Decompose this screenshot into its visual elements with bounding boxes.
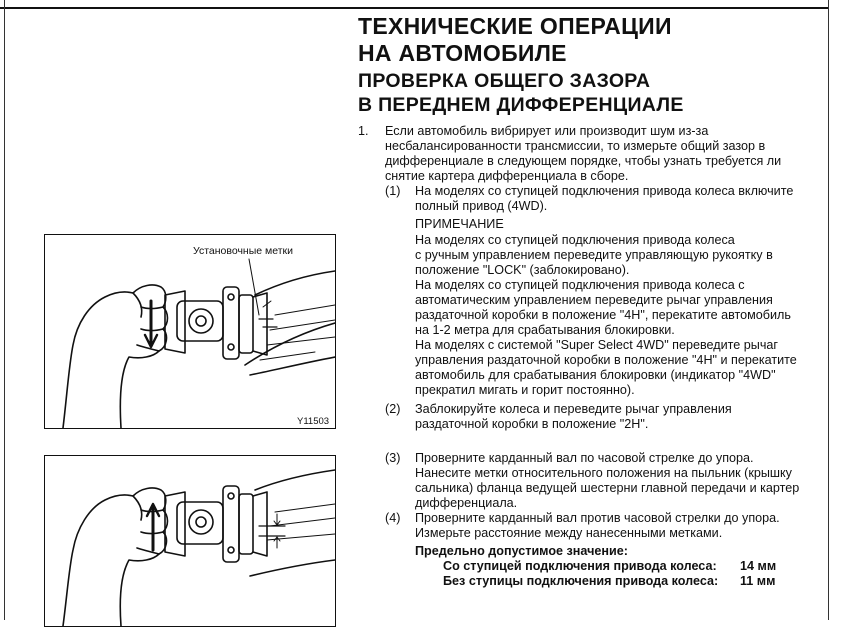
figure-code: Y11503: [297, 416, 330, 427]
page-title-line-2: НА АВТОМОБИЛЕ: [358, 40, 567, 66]
right-margin-rule: [828, 0, 829, 620]
substep-text-line: дифференциала.: [415, 496, 518, 510]
limit-row-value: 14 мм: [740, 559, 777, 573]
propeller-shaft-illustration: [45, 456, 335, 626]
substep-text-line: Заблокируйте колеса и переведите рычаг управления: [415, 402, 732, 416]
substep-text-line: Проверните карданный вал против часовой стрелки до упора.: [415, 511, 780, 525]
figure-hand-turning-propeller-shaft-clockwise: [44, 234, 336, 429]
note-text-line: на 1-2 метра для срабатывания блокировки.: [415, 323, 675, 337]
substep-text-line: На моделях со ступицей подключения привода колеса включите: [415, 184, 794, 198]
note-text-line: автоматическим управлением переведите рычаг управления: [415, 293, 773, 307]
propeller-shaft-illustration: [45, 235, 335, 428]
section-title-line-1: ПРОВЕРКА ОБЩЕГО ЗАЗОРА: [358, 70, 651, 92]
limit-row-label: Со ступицей подключения привода колеса:: [443, 559, 717, 573]
substep-number: (3): [385, 451, 401, 465]
note-text-line: автомобиль для срабатывания блокировки (индикатор "4WD": [415, 368, 776, 382]
substep-text-line: Измерьте расстояние между нанесенными метками.: [415, 526, 723, 540]
substep-text-line: раздаточной коробки в положение "2H".: [415, 417, 649, 431]
figure-callout-label: Установочные метки: [193, 245, 294, 257]
limit-row-value: 11 мм: [740, 574, 776, 588]
step-text-line: Если автомобиль вибрирует или производит шум из-за: [385, 124, 709, 138]
section-title-line-2: В ПЕРЕДНЕМ ДИФФЕРЕНЦИАЛЕ: [358, 94, 684, 116]
step-text-line: дифференциале в следующем порядке, чтобы узнать требуется ли: [385, 154, 782, 168]
substep-number: (1): [385, 184, 401, 198]
limit-row-label: Без ступицы подключения привода колеса:: [443, 574, 719, 588]
figure-hand-turning-propeller-shaft-counterclockwise: [44, 455, 336, 627]
substep-text-line: полный привод (4WD).: [415, 199, 548, 213]
note-heading: ПРИМЕЧАНИЕ: [415, 217, 504, 231]
note-text-line: раздаточной коробки в положение "4H", перекатите автомобиль: [415, 308, 791, 322]
top-rule: [0, 7, 828, 9]
limit-heading: Предельно допустимое значение:: [415, 544, 628, 558]
step-text-line: несбалансированности трансмиссии, то измерьте общий зазор в: [385, 139, 766, 153]
note-text-line: На моделях со ступицей подключения привода колеса: [415, 233, 735, 247]
left-margin-rule: [4, 0, 5, 620]
note-text-line: положение "LOCK" (заблокировано).: [415, 263, 630, 277]
substep-text-line: Нанесите метки относительного положения на пыльник (крышку: [415, 466, 792, 480]
substep-number: (2): [385, 402, 401, 416]
note-text-line: с ручным управлением переведите управляющую рукоятку в: [415, 248, 773, 262]
note-text-line: На моделях с системой "Super Select 4WD" переведите рычаг: [415, 338, 778, 352]
note-text-line: На моделях со ступицей подключения привода колеса с: [415, 278, 745, 292]
step-number: 1.: [358, 124, 369, 138]
note-text-line: управления раздаточной коробки в положение "4H" и перекатите: [415, 353, 797, 367]
substep-number: (4): [385, 511, 401, 525]
substep-text-line: Проверните карданный вал по часовой стрелке до упора.: [415, 451, 754, 465]
step-text-line: снятие картера дифференциала в сборе.: [385, 169, 629, 183]
substep-text-line: сальника) фланца ведущей шестерни главной передачи и картер: [415, 481, 800, 495]
page-title-line-1: ТЕХНИЧЕСКИЕ ОПЕРАЦИИ: [358, 13, 672, 39]
note-text-line: прекратил мигать и горит постоянно).: [415, 383, 635, 397]
